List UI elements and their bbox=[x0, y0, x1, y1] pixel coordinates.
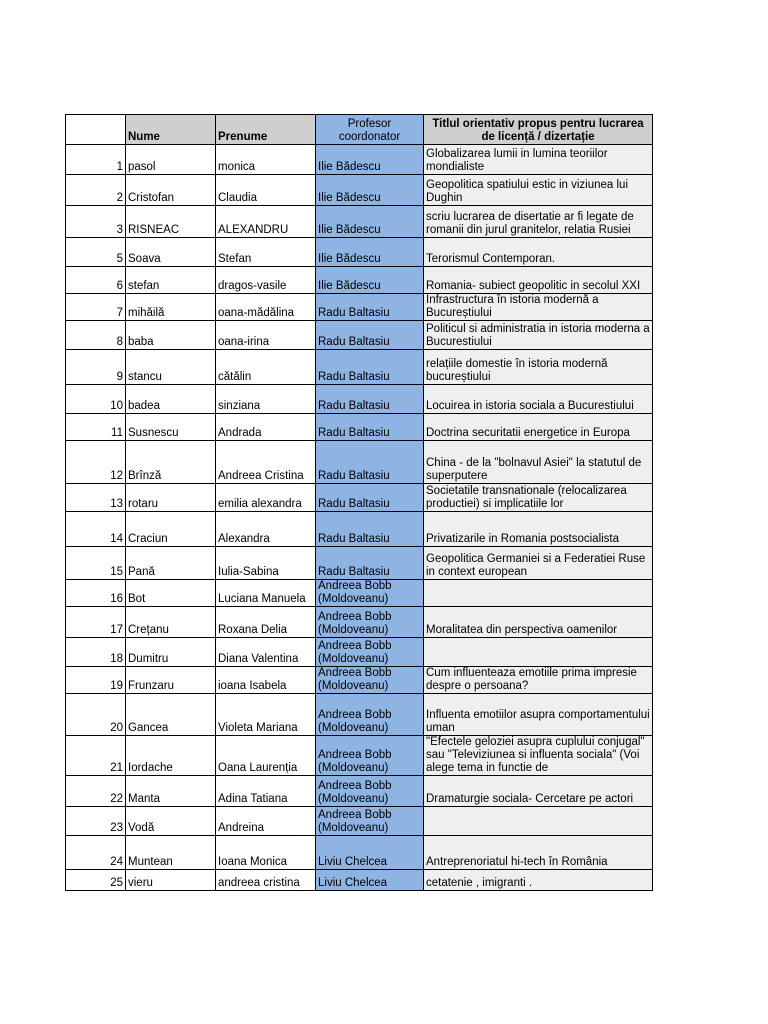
cell-number: 7 bbox=[66, 294, 126, 321]
cell-titlu: Infrastructura în istoria modernă a Bucureștiului bbox=[424, 294, 653, 321]
cell-nume: Vodă bbox=[126, 807, 216, 836]
cell-titlu: Geopolitica Germaniei si a Federatiei Ruse in context european bbox=[424, 547, 653, 580]
cell-titlu: cetatenie , imigranti . bbox=[424, 870, 653, 891]
cell-nume: Cristofan bbox=[126, 175, 216, 206]
table-row bbox=[66, 175, 653, 206]
cell-prenume: Luciana Manuela bbox=[216, 580, 316, 607]
cell-nume: Craciun bbox=[126, 512, 216, 547]
cell-number: 3 bbox=[66, 206, 126, 238]
cell-prenume: Andreina bbox=[216, 807, 316, 836]
table-row bbox=[66, 385, 653, 414]
table-row bbox=[66, 294, 653, 321]
header-row bbox=[66, 115, 653, 145]
cell-prenume: monica bbox=[216, 145, 316, 175]
cell-titlu bbox=[424, 638, 653, 667]
cell-prenume: oana-irina bbox=[216, 321, 316, 350]
cell-prenume: Violeta Mariana bbox=[216, 694, 316, 736]
cell-prenume: cătălin bbox=[216, 350, 316, 385]
cell-nume: Dumitru bbox=[126, 638, 216, 667]
cell-number: 22 bbox=[66, 776, 126, 807]
cell-profesor: Ilie Bădescu bbox=[316, 267, 424, 294]
table-row bbox=[66, 414, 653, 441]
cell-profesor: Radu Baltasiu bbox=[316, 294, 424, 321]
cell-nume: Frunzaru bbox=[126, 667, 216, 694]
cell-titlu: Locuirea in istoria sociala a Bucurestiului bbox=[424, 385, 653, 414]
cell-nume: Brînză bbox=[126, 441, 216, 484]
cell-profesor: Ilie Bădescu bbox=[316, 175, 424, 206]
cell-prenume: Claudia bbox=[216, 175, 316, 206]
table-row bbox=[66, 667, 653, 694]
cell-number: 23 bbox=[66, 807, 126, 836]
cell-titlu: Politicul si administratia in istoria moderna a Bucurestiului bbox=[424, 321, 653, 350]
table-row bbox=[66, 870, 653, 891]
cell-profesor: Radu Baltasiu bbox=[316, 512, 424, 547]
cell-number: 15 bbox=[66, 547, 126, 580]
cell-prenume: emilia alexandra bbox=[216, 484, 316, 512]
cell-number: 11 bbox=[66, 414, 126, 441]
cell-number: 12 bbox=[66, 441, 126, 484]
cell-nume: Bot bbox=[126, 580, 216, 607]
header-number bbox=[66, 115, 126, 145]
cell-titlu: Antreprenoriatul hi-tech în România bbox=[424, 836, 653, 870]
cell-number: 20 bbox=[66, 694, 126, 736]
table-row bbox=[66, 607, 653, 638]
cell-profesor: Radu Baltasiu bbox=[316, 414, 424, 441]
cell-profesor: Ilie Bădescu bbox=[316, 145, 424, 175]
cell-profesor: Radu Baltasiu bbox=[316, 484, 424, 512]
cell-number: 18 bbox=[66, 638, 126, 667]
table-row bbox=[66, 321, 653, 350]
cell-profesor: Ilie Bădescu bbox=[316, 238, 424, 267]
cell-prenume: Alexandra bbox=[216, 512, 316, 547]
table-row bbox=[66, 736, 653, 776]
header-titlu: Titlul orientativ propus pentru lucrarea de licență / dizertație bbox=[424, 115, 653, 145]
cell-number: 21 bbox=[66, 736, 126, 776]
cell-nume: baba bbox=[126, 321, 216, 350]
cell-prenume: oana-mădălina bbox=[216, 294, 316, 321]
table-row bbox=[66, 145, 653, 175]
cell-number: 10 bbox=[66, 385, 126, 414]
table-row bbox=[66, 547, 653, 580]
cell-nume: badea bbox=[126, 385, 216, 414]
cell-number: 25 bbox=[66, 870, 126, 891]
cell-titlu: scriu lucrarea de disertatie ar fi legate de romanii din jurul granitelor, relatia Rusiei bbox=[424, 206, 653, 238]
cell-prenume: Roxana Delia bbox=[216, 607, 316, 638]
cell-titlu: Privatizarile in Romania postsocialista bbox=[424, 512, 653, 547]
cell-titlu: Doctrina securitatii energetice in Europa bbox=[424, 414, 653, 441]
cell-nume: Crețanu bbox=[126, 607, 216, 638]
cell-prenume: sinziana bbox=[216, 385, 316, 414]
table-body bbox=[66, 145, 653, 891]
cell-titlu: Dramaturgie sociala- Cercetare pe actori bbox=[424, 776, 653, 807]
cell-nume: RISNEAC bbox=[126, 206, 216, 238]
cell-profesor: Radu Baltasiu bbox=[316, 385, 424, 414]
cell-nume: rotaru bbox=[126, 484, 216, 512]
cell-number: 19 bbox=[66, 667, 126, 694]
cell-nume: mihăilă bbox=[126, 294, 216, 321]
cell-number: 13 bbox=[66, 484, 126, 512]
cell-profesor: Andreea Bobb (Moldoveanu) bbox=[316, 807, 424, 836]
cell-prenume: Oana Laurenția bbox=[216, 736, 316, 776]
cell-profesor: Andreea Bobb (Moldoveanu) bbox=[316, 638, 424, 667]
cell-prenume: Adina Tatiana bbox=[216, 776, 316, 807]
table-row bbox=[66, 807, 653, 836]
cell-titlu: Cum influenteaza emotiile prima impresie despre o persoana? bbox=[424, 667, 653, 694]
cell-nume: Susnescu bbox=[126, 414, 216, 441]
cell-profesor: Ilie Bădescu bbox=[316, 206, 424, 238]
table-row bbox=[66, 350, 653, 385]
cell-number: 9 bbox=[66, 350, 126, 385]
cell-titlu: Globalizarea lumii in lumina teoriilor mondialiste bbox=[424, 145, 653, 175]
cell-profesor: Liviu Chelcea bbox=[316, 870, 424, 891]
cell-nume: Manta bbox=[126, 776, 216, 807]
cell-profesor: Andreea Bobb (Moldoveanu) bbox=[316, 776, 424, 807]
cell-profesor: Liviu Chelcea bbox=[316, 836, 424, 870]
cell-profesor: Andreea Bobb (Moldoveanu) bbox=[316, 694, 424, 736]
cell-profesor: Andreea Bobb (Moldoveanu) bbox=[316, 736, 424, 776]
cell-prenume: Andrada bbox=[216, 414, 316, 441]
cell-number: 17 bbox=[66, 607, 126, 638]
table-row bbox=[66, 206, 653, 238]
cell-titlu: Romania- subiect geopolitic in secolul XXI bbox=[424, 267, 653, 294]
cell-prenume: Diana Valentina bbox=[216, 638, 316, 667]
cell-nume: Iordache bbox=[126, 736, 216, 776]
table-row bbox=[66, 776, 653, 807]
cell-profesor: Radu Baltasiu bbox=[316, 441, 424, 484]
cell-nume: vieru bbox=[126, 870, 216, 891]
cell-titlu bbox=[424, 580, 653, 607]
cell-profesor: Andreea Bobb (Moldoveanu) bbox=[316, 580, 424, 607]
cell-profesor: Andreea Bobb (Moldoveanu) bbox=[316, 667, 424, 694]
cell-profesor: Andreea Bobb (Moldoveanu) bbox=[316, 607, 424, 638]
cell-profesor: Radu Baltasiu bbox=[316, 321, 424, 350]
table-row bbox=[66, 484, 653, 512]
cell-prenume: Andreea Cristina bbox=[216, 441, 316, 484]
cell-titlu: Geopolitica spatiului estic in viziunea lui Dughin bbox=[424, 175, 653, 206]
cell-titlu: Terorismul Contemporan. bbox=[424, 238, 653, 267]
cell-number: 5 bbox=[66, 238, 126, 267]
cell-number: 24 bbox=[66, 836, 126, 870]
cell-nume: Muntean bbox=[126, 836, 216, 870]
cell-titlu: relațiile domestie în istoria modernă bucureștiului bbox=[424, 350, 653, 385]
cell-number: 14 bbox=[66, 512, 126, 547]
cell-prenume: Iulia-Sabina bbox=[216, 547, 316, 580]
table-row bbox=[66, 267, 653, 294]
cell-prenume: ioana Isabela bbox=[216, 667, 316, 694]
table-row bbox=[66, 238, 653, 267]
students-table bbox=[65, 114, 653, 891]
cell-titlu: "Efectele geloziei asupra cuplului conjugal" sau "Televiziunea si influenta sociala" (Voi alege tema in functie de bbox=[424, 736, 653, 776]
cell-number: 1 bbox=[66, 145, 126, 175]
cell-number: 8 bbox=[66, 321, 126, 350]
cell-titlu: Influenta emotiilor asupra comportamentului uman bbox=[424, 694, 653, 736]
cell-nume: Gancea bbox=[126, 694, 216, 736]
table-row bbox=[66, 441, 653, 484]
cell-nume: stefan bbox=[126, 267, 216, 294]
cell-prenume: Ioana Monica bbox=[216, 836, 316, 870]
table-row bbox=[66, 694, 653, 736]
cell-prenume: andreea cristina bbox=[216, 870, 316, 891]
cell-prenume: dragos-vasile bbox=[216, 267, 316, 294]
header-profesor: Profesor coordonator bbox=[316, 115, 424, 145]
cell-nume: Soava bbox=[126, 238, 216, 267]
cell-number: 16 bbox=[66, 580, 126, 607]
cell-nume: pasol bbox=[126, 145, 216, 175]
cell-titlu bbox=[424, 807, 653, 836]
table-row bbox=[66, 512, 653, 547]
cell-number: 2 bbox=[66, 175, 126, 206]
cell-profesor: Radu Baltasiu bbox=[316, 350, 424, 385]
cell-titlu: Moralitatea din perspectiva oamenilor bbox=[424, 607, 653, 638]
cell-nume: Pană bbox=[126, 547, 216, 580]
table-row bbox=[66, 638, 653, 667]
cell-nume: stancu bbox=[126, 350, 216, 385]
cell-prenume: Stefan bbox=[216, 238, 316, 267]
cell-prenume: ALEXANDRU bbox=[216, 206, 316, 238]
cell-titlu: China - de la "bolnavul Asiei" la statutul de superputere bbox=[424, 441, 653, 484]
table-row bbox=[66, 580, 653, 607]
table-row bbox=[66, 836, 653, 870]
header-nume: Nume bbox=[126, 115, 216, 145]
cell-titlu: Societatile transnationale (relocalizarea productiei) si implicatiile lor bbox=[424, 484, 653, 512]
header-prenume: Prenume bbox=[216, 115, 316, 145]
cell-profesor: Radu Baltasiu bbox=[316, 547, 424, 580]
cell-number: 6 bbox=[66, 267, 126, 294]
